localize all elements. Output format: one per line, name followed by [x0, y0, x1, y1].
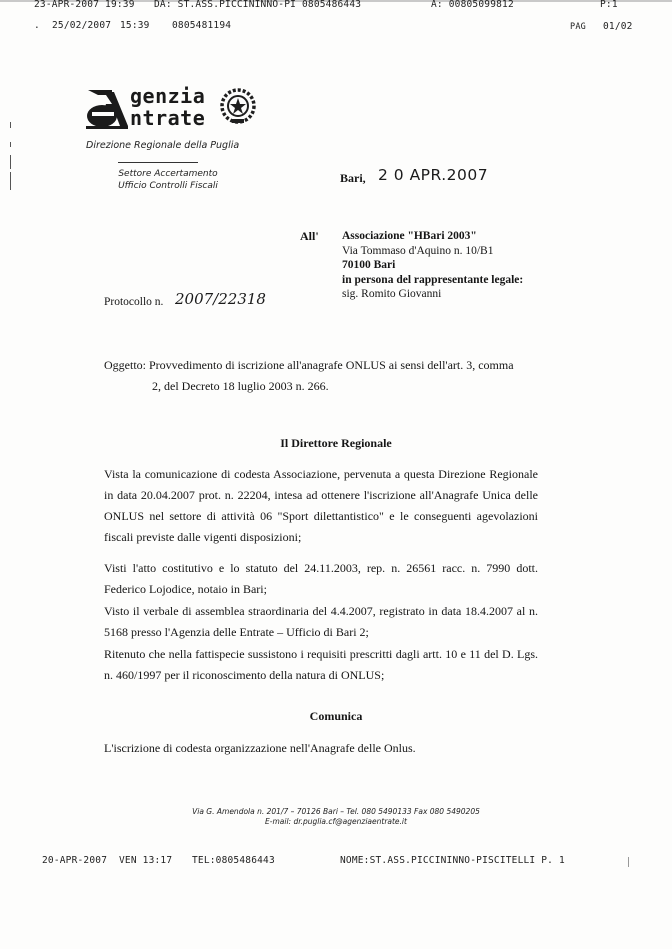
office-footer — [0, 807, 672, 827]
fax-dot: . — [34, 20, 40, 31]
fax-footer-name: NOME:ST.ASS.PICCININNO-PISCITELLI P. 1 — [340, 855, 565, 866]
communicates-heading: Comunica — [309, 709, 363, 723]
office-name: Ufficio Controlli Fiscali — [118, 181, 218, 191]
director-heading: Il Direttore Regionale — [280, 436, 392, 450]
protocol-number: 2007/22318 — [175, 290, 266, 308]
office-address: Via G. Amendola n. 201/7 – 70126 Bari – Tel. 080 5490133 Fax 080 5490205 — [192, 807, 480, 816]
date-place: Bari, — [340, 171, 366, 185]
scan-edge-mark — [10, 155, 11, 169]
fax-footer-date: 20-APR-2007 — [42, 855, 108, 866]
recipient-name: Associazione "HBari 2003" — [342, 230, 477, 242]
fax-header2-page-label: PAG — [570, 22, 586, 32]
fax-header2-date: 25/02/2007 — [52, 20, 112, 31]
recipient-representative-label: in persona del rappresentante legale: — [342, 273, 524, 286]
paragraph-ritenuto: Ritenuto che nella fattispecie sussistono i requisiti prescritti dagli artt. 10 e 11 del D. Lgs. n. 460/1997 per il riconoscimento della natura di ONLUS; — [104, 647, 538, 682]
paragraph-visto: Visto il verbale di assemblea straordinaria del 4.4.2007, registrato in data 18.4.2007 al n. 5168 presso l'Agenzia delle Entrate – Ufficio di Bari 2; — [104, 604, 538, 639]
protocol-label: Protocollo n. — [104, 296, 164, 308]
date-stamp: 2 0 APR.2007 — [378, 166, 489, 184]
recipient-prefix: All' — [300, 229, 319, 243]
paragraph-vista: Vista la comunicazione di codesta Associazione, pervenuta a questa Direzione Regionale in data 20.04.2007 prot. n. 22204, intesa ad ottenere l'iscrizione all'Anagrafe Unica delle ONLUS nel settore di attività 06 "Sport dilettantistico" e le conseguenti agevolazioni fiscali previste dalle vigenti disposizioni; — [104, 467, 538, 544]
fax-header2-page-value: 01/02 — [603, 21, 633, 32]
fax-header2-time: 15:39 — [120, 20, 150, 31]
subject-line2: 2, del Decreto 18 luglio 2003 n. 266. — [152, 379, 329, 393]
italian-republic-emblem-icon — [219, 87, 257, 125]
scan-edge-mark — [10, 142, 11, 147]
conclusion-text: L'iscrizione di codesta organizzazione nell'Anagrafe delle Onlus. — [104, 741, 416, 755]
logo-text-line1: genzia — [130, 84, 206, 108]
recipient-city: 70100 Bari — [342, 259, 396, 271]
scan-edge-mark — [628, 857, 629, 867]
fax-header-from: DA: ST.ASS.PICCININNO-PI 0805486443 — [154, 0, 362, 10]
subject-line1: Provvedimento di iscrizione all'anagrafe ONLUS ai sensi dell'art. 3, comma — [149, 358, 514, 372]
subject-label: Oggetto: — [104, 358, 146, 372]
scan-edge-mark — [10, 122, 11, 128]
logo-initial-icon — [84, 86, 130, 130]
recipient-address — [342, 229, 523, 302]
recipient-street: Via Tommaso d'Aquino n. 10/B1 — [342, 244, 494, 257]
letterhead-divider — [118, 162, 198, 163]
fax-header-page: P:1 — [600, 0, 618, 10]
office-email: E-mail: dr.puglia.cf@agenziaentrate.it — [265, 817, 407, 826]
scan-edge-mark — [10, 172, 11, 190]
regional-direction: Direzione Regionale della Puglia — [86, 140, 240, 151]
fax-footer-day-time: VEN 13:17 — [119, 855, 173, 866]
agenzia-entrate-logo — [84, 84, 264, 134]
paragraph-visti: Visti l'atto costitutivo e lo statuto del 24.11.2003, rep. n. 26561 racc. n. 7990 dott. Federico Lojodice, notaio in Bari; — [104, 561, 538, 596]
logo-text-line2: ntrate — [130, 106, 206, 130]
fax-footer-tel: TEL:0805486443 — [192, 855, 275, 866]
fax-header-datetime: 23-APR-2007 19:39 — [34, 0, 135, 10]
fax-header-to: A: 00805099812 — [431, 0, 514, 10]
subject-block — [104, 355, 574, 397]
sector-name: Settore Accertamento — [118, 169, 218, 179]
recipient-representative-name: sig. Romito Giovanni — [342, 288, 442, 300]
office-info — [108, 168, 228, 192]
fax-header2-number: 0805481194 — [172, 20, 232, 31]
